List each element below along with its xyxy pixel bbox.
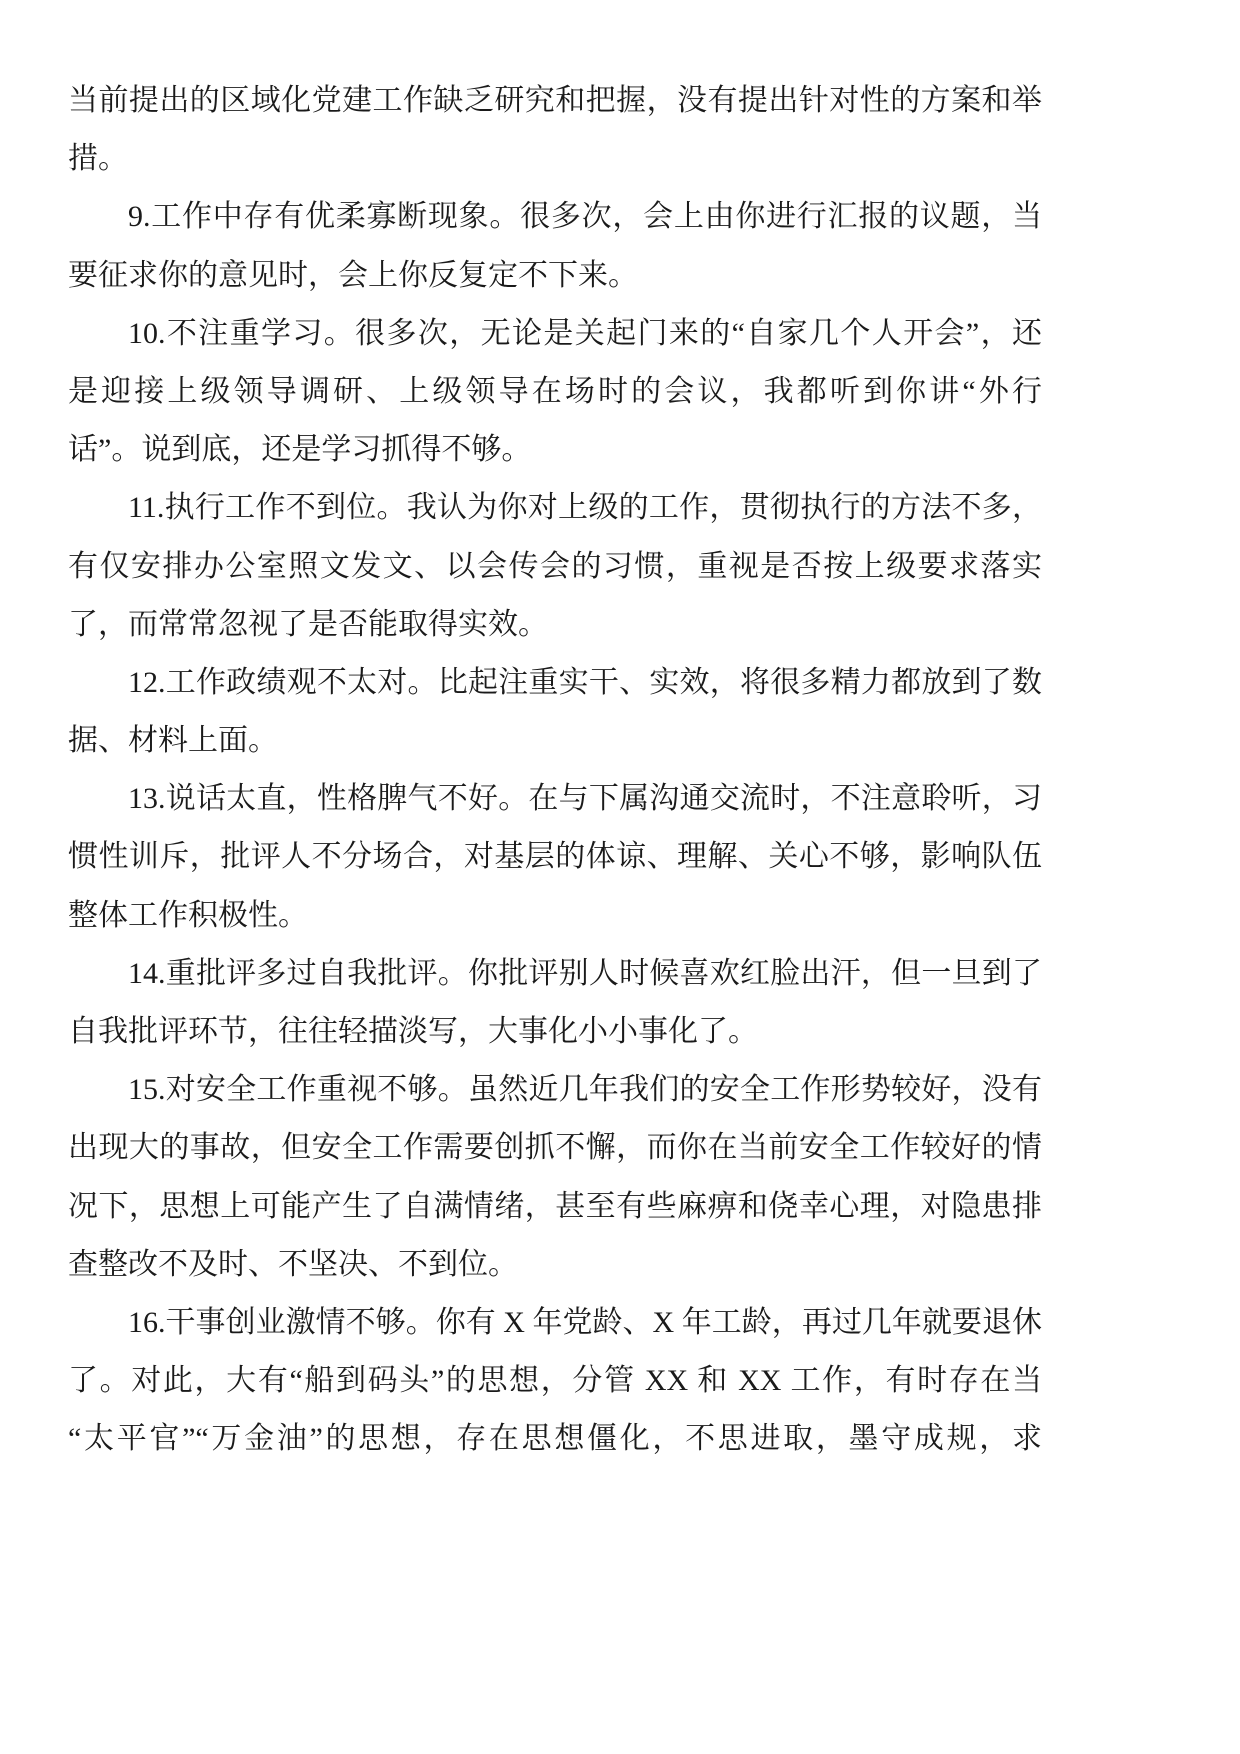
paragraph-item-11 xyxy=(68,479,1042,654)
paragraph-item-12 xyxy=(68,654,1042,770)
text-line: 整体工作积极性。 xyxy=(68,898,308,932)
text-line: 15.对安全工作重视不够。虽然近几年我们的安全工作形势较好，没有 xyxy=(128,1073,1042,1107)
paragraph-item-14 xyxy=(68,945,1042,1061)
text-line: 了。对此，大有“船到码头”的思想，分管 XX 和 XX 工作，有时存在当 xyxy=(68,1364,1042,1398)
text-line: 14.重批评多过自我批评。你批评别人时候喜欢红脸出汗，但一旦到了 xyxy=(128,956,1042,990)
text-line: 是迎接上级领导调研、上级领导在场时的会议，我都听到你讲“外行 xyxy=(68,374,1042,408)
text-line: 有仅安排办公室照文发文、以会传会的习惯，重视是否按上级要求落实 xyxy=(68,549,1042,583)
text-line: 当前提出的区域化党建工作缺乏研究和把握，没有提出针对性的方案和举 xyxy=(68,84,1042,117)
text-line: 出现大的事故，但安全工作需要创抓不懈，而你在当前安全工作较好的情 xyxy=(68,1131,1042,1165)
text-line: 况下，思想上可能产生了自满情绪，甚至有些麻痹和侥幸心理，对隐患排 xyxy=(68,1189,1042,1223)
text-line: 9.工作中存有优柔寡断现象。很多次，会上由你进行汇报的议题，当 xyxy=(128,200,1042,234)
text-line: 措。 xyxy=(68,142,128,176)
text-line: 据、材料上面。 xyxy=(68,724,278,758)
paragraph-continued xyxy=(68,72,1042,188)
document-body xyxy=(68,72,1042,1469)
text-line: 16.干事创业激情不够。你有 X 年党龄、X 年工龄，再过几年就要退休 xyxy=(128,1305,1042,1339)
text-line: 10.不注重学习。很多次，无论是关起门来的“自家几个人开会”，还 xyxy=(128,316,1042,350)
text-line: 了，而常常忽视了是否能取得实效。 xyxy=(68,607,548,641)
text-line: 要征求你的意见时，会上你反复定不下来。 xyxy=(68,258,638,292)
text-line: 12.工作政绩观不太对。比起注重实干、实效，将很多精力都放到了数 xyxy=(128,665,1042,699)
text-line: 自我批评环节，往往轻描淡写，大事化小小事化了。 xyxy=(68,1015,758,1048)
text-line: 话”。说到底，还是学习抓得不够。 xyxy=(68,433,532,467)
text-line: 11.执行工作不到位。我认为你对上级的工作，贯彻执行的方法不多， xyxy=(128,491,1042,525)
text-line: “太平官”“万金油”的思想，存在思想僵化，不思进取，墨守成规，求 xyxy=(68,1422,1042,1456)
paragraph-item-16 xyxy=(68,1294,1042,1469)
paragraph-item-15 xyxy=(68,1061,1042,1294)
text-line: 查整改不及时、不坚决、不到位。 xyxy=(68,1247,518,1281)
text-line: 13.说话太直，性格脾气不好。在与下属沟通交流时，不注意聆听，习 xyxy=(128,782,1042,816)
text-line: 惯性训斥，批评人不分场合，对基层的体谅、理解、关心不够，影响队伍 xyxy=(68,840,1042,874)
paragraph-item-9 xyxy=(68,188,1042,304)
paragraph-item-10 xyxy=(68,305,1042,480)
paragraph-item-13 xyxy=(68,770,1042,945)
